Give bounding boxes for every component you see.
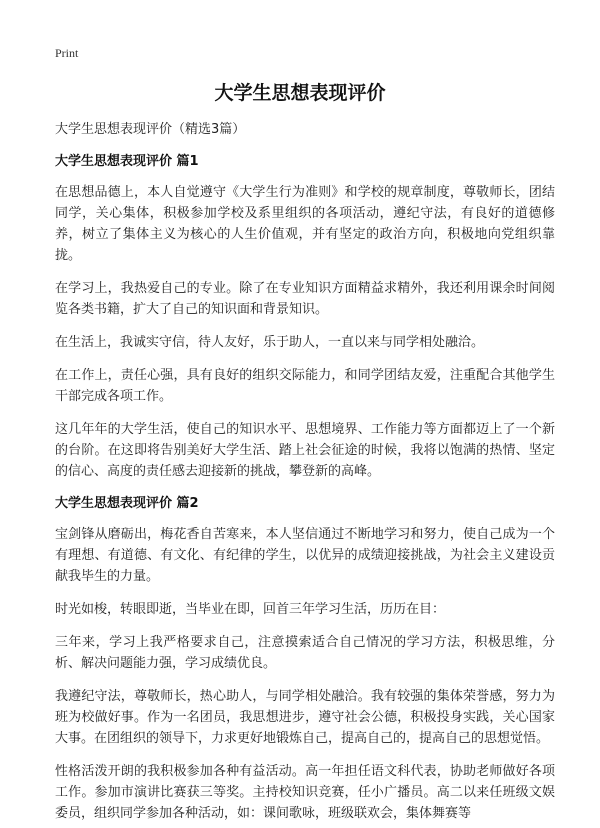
paragraph: 时光如梭，转眼即逝，当毕业在即，回首三年学习生活，历历在目：: [55, 602, 446, 617]
paragraph: 性格活泼开朗的我积极参加各种有益活动。高一年担任语文科代表，协助老师做好各项工作。参加市演讲比赛获三等奖。主持校知识竞赛，任小广播员。高二以来任班级文娱委员，组织同学参加各种活动，如：课间歌咏，班级联欢会，集体舞赛等: [55, 764, 555, 821]
paragraph: 在工作上，责任心强，具有良好的组织交际能力，和同学团结友爱，注重配合其他学生干部完成各项工作。: [55, 368, 555, 404]
section-heading-2: 大学生思想表现评价 篇2: [55, 496, 199, 511]
paragraph: 这几年年的大学生活，使自己的知识水平、思想境界、工作能力等方面都迈上了一个新的台阶。在这即将告别美好大学生活、踏上社会征途的时候，我将以饱满的热情、坚定的信心、高度的责任感去迎接新的挑战，攀登新的高峰。: [55, 422, 555, 479]
paragraph: 我遵纪守法，尊敬师长，热心助人，与同学相处融洽。我有较强的集体荣誉感，努力为班为校做好事。作为一名团员，我思想进步，遵守社会公德，积极投身实践，关心国家大事。在团组织的领导下，力求更好地锻炼自己，提高自己的，提高自己的思想觉悟。: [55, 689, 555, 746]
paragraph: 在生活上，我诚实守信，待人友好，乐于助人，一直以来与同学相处融洽。: [55, 335, 485, 350]
print-label[interactable]: Print: [55, 46, 79, 60]
paragraph: 在学习上，我热爱自己的专业。除了在专业知识方面精益求精外，我还利用课余时间阅览各类书籍，扩大了自己的知识面和背景知识。: [55, 281, 555, 317]
paragraph: 三年来，学习上我严格要求自己，注意摸索适合自己情况的学习方法，积极思维，分析、解决问题能力强，学习成绩优良。: [55, 635, 555, 671]
section-heading-1: 大学生思想表现评价 篇1: [55, 154, 199, 169]
document-title: 大学生思想表现评价: [214, 82, 386, 104]
paragraph: 宝剑锋从磨砺出，梅花香自苦寒来，本人坚信通过不断地学习和努力，使自己成为一个有理想、有道德、有文化、有纪律的学生，以优异的成绩迎接挑战，为社会主义建设贡献我毕生的力量。: [55, 527, 555, 584]
document-subtitle: 大学生思想表现评价（精选3篇）: [55, 122, 246, 137]
document-body: [55, 120, 555, 828]
paragraph: 在思想品德上，本人自觉遵守《大学生行为准则》和学校的规章制度，尊敬师长，团结同学，关心集体，积极参加学校及系里组织的各项活动，遵纪守法，有良好的道德修养，树立了集体主义为核心的人生价值观，并有坚定的政治方向，积极地向党组织靠拢。: [55, 185, 555, 263]
